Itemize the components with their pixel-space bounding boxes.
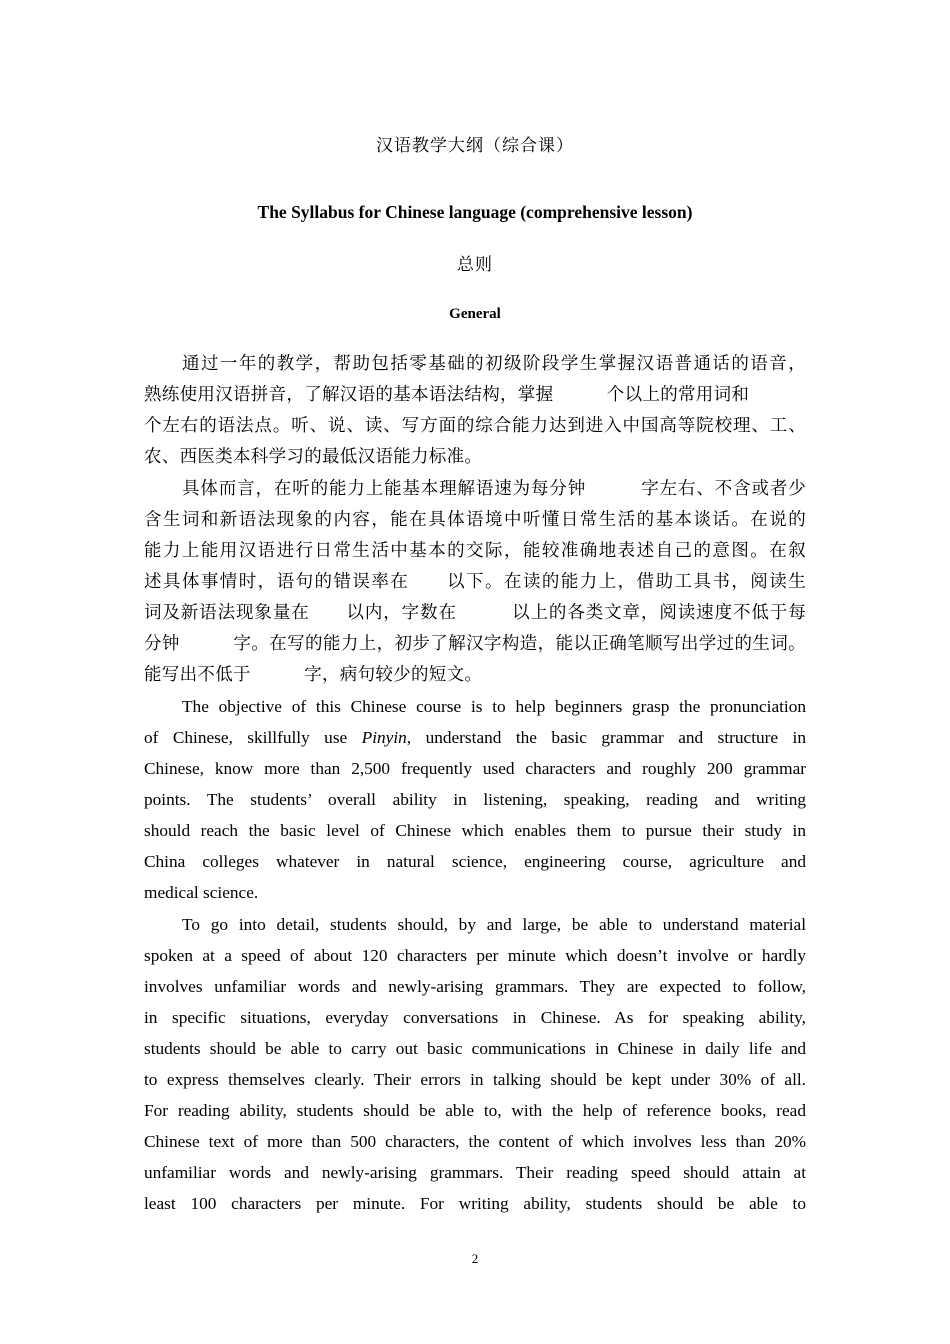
paragraph-cn-2-line: 分钟 字。在写的能力上，初步了解汉字构造，能以正确笔顺写出学过的生词。 bbox=[144, 633, 806, 653]
section-heading-english: General bbox=[449, 306, 501, 322]
paragraph-cn-2-line: 能力上能用汉语进行日常生活中基本的交际，能较准确地表述自己的意图。在叙 bbox=[144, 540, 806, 560]
paragraph-en-1-line: Chinese, know more than 2,500 frequently used characters and roughly 200 grammar bbox=[144, 759, 806, 778]
paragraph-en-2-line: involves unfamiliar words and newly-arising grammars. They are expected to follow, bbox=[144, 977, 806, 996]
paragraph-en-2-line: to express themselves clearly. Their errors in talking should be kept under 30% of all. bbox=[144, 1070, 806, 1089]
paragraph-en-2-line: in specific situations, everyday conversations in Chinese. As for speaking ability, bbox=[144, 1008, 806, 1027]
paragraph-en-1-line: The objective of this Chinese course is to help beginners grasp the pronunciation bbox=[182, 697, 806, 716]
title-english: The Syllabus for Chinese language (comprehensive lesson) bbox=[257, 202, 693, 222]
paragraph-en-1-line: medical science. bbox=[144, 883, 259, 902]
paragraph-cn-2-line: 词及新语法现象量在 以内，字数在 以上的各类文章，阅读速度不低于每 bbox=[144, 602, 806, 622]
paragraph-cn-1-line: 农、西医类本科学习的最低汉语能力标准。 bbox=[144, 446, 483, 466]
paragraph-en-2-line: spoken at a speed of about 120 characters per minute which doesn’t involve or hardly bbox=[144, 946, 806, 965]
paragraph-cn-2-line: 具体而言，在听的能力上能基本理解语速为每分钟 字左右、不含或者少 bbox=[182, 478, 806, 498]
paragraph-en-1-line bbox=[144, 722, 806, 753]
paragraph-en-2-line: students should be able to carry out basic communications in Chinese in daily life and bbox=[144, 1039, 806, 1058]
paragraph-cn-2-line: 述具体事情时，语句的错误率在 以下。在读的能力上，借助工具书，阅读生 bbox=[144, 571, 806, 591]
paragraph-en-2-line: unfamiliar words and newly-arising grammars. Their reading speed should attain at bbox=[144, 1163, 806, 1182]
section-heading-chinese: 总则 bbox=[457, 255, 493, 274]
paragraph-en-1-line: China colleges whatever in natural science, engineering course, agriculture and bbox=[144, 852, 806, 871]
paragraph-cn-1-line: 熟练使用汉语拼音，了解汉语的基本语法结构，掌握 个以上的常用词和 bbox=[144, 384, 750, 404]
paragraph-en-1-line: points. The students’ overall ability in listening, speaking, reading and writing bbox=[144, 790, 806, 809]
paragraph-cn-2-line: 能写出不低于 字，病句较少的短文。 bbox=[144, 664, 483, 684]
paragraph-en-2-line: Chinese text of more than 500 characters, the content of which involves less than 20% bbox=[144, 1132, 806, 1151]
paragraph-en-2-line: For reading ability, students should be able to, with the help of reference books, read bbox=[144, 1101, 806, 1120]
paragraph-cn-1-line: 通过一年的教学，帮助包括零基础的初级阶段学生掌握汉语普通话的语音， bbox=[182, 353, 806, 373]
paragraph-cn-1-line: 个左右的语法点。听、说、读、写方面的综合能力达到进入中国高等院校理、工、 bbox=[144, 415, 806, 435]
text-run: , understand the basic grammar and structure in bbox=[406, 728, 806, 747]
paragraph-cn-2-line: 含生词和新语法现象的内容，能在具体语境中听懂日常生活的基本谈话。在说的 bbox=[144, 509, 806, 529]
pinyin-term: Pinyin bbox=[361, 728, 407, 747]
title-chinese: 汉语教学大纲（综合课） bbox=[376, 136, 574, 155]
paragraph-en-2-line: To go into detail, students should, by and large, be able to understand material bbox=[182, 915, 806, 934]
paragraph-en-2-line: least 100 characters per minute. For writing ability, students should be able to bbox=[144, 1194, 806, 1213]
paragraph-en-1-line: should reach the basic level of Chinese which enables them to pursue their study in bbox=[144, 821, 806, 840]
text-run: of Chinese, skillfully use bbox=[144, 728, 362, 747]
page-number: 2 bbox=[471, 1251, 479, 1266]
